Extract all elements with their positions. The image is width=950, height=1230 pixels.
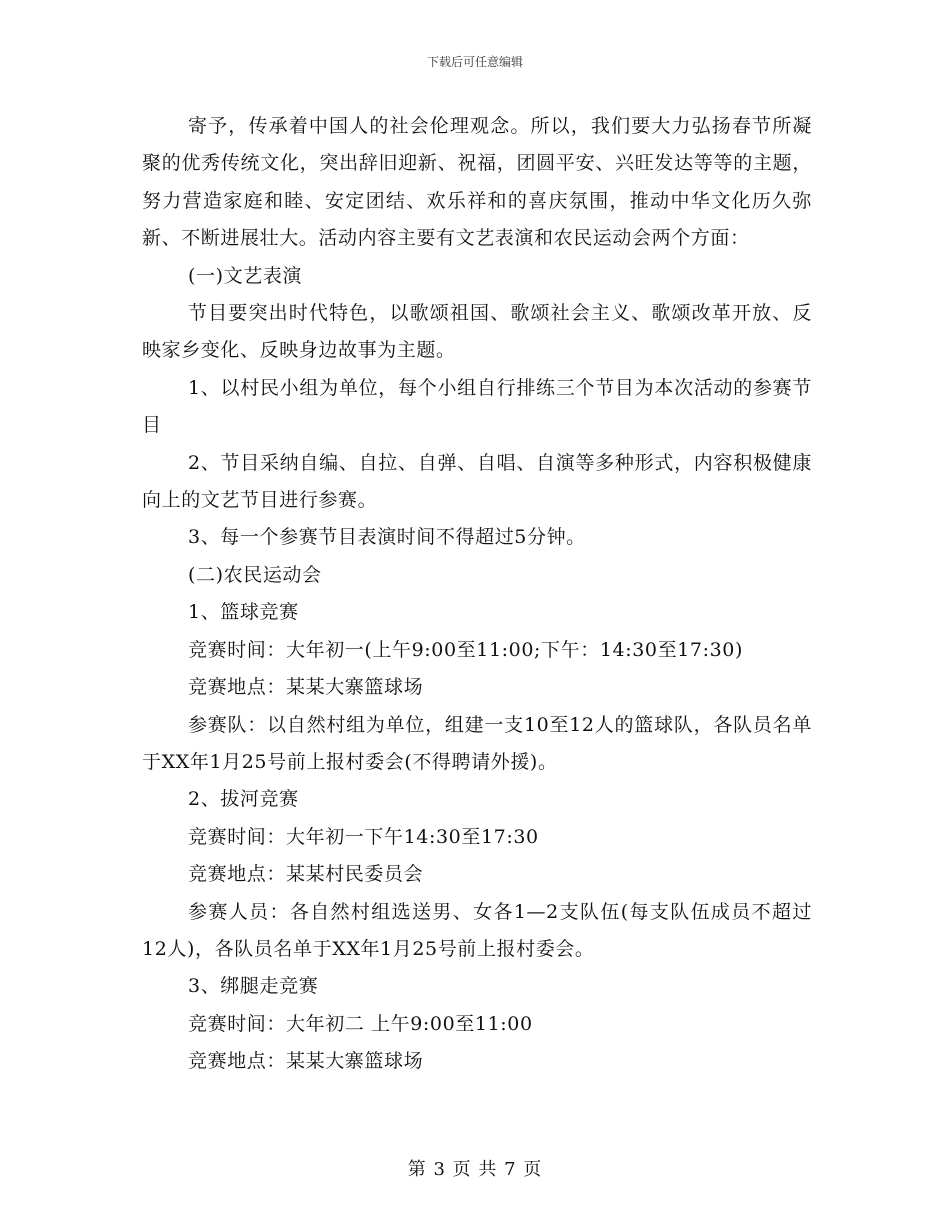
document-body bbox=[142, 108, 812, 1081]
subsection-heading-tug-of-war: 2、拔河竞赛 bbox=[188, 788, 299, 811]
three-legged-race-location: 竞赛地点：某某大寨篮球场 bbox=[188, 1050, 424, 1073]
paragraph-performance-theme: 节目要突出时代特色，以歌颂祖国、歌颂社会主义、歌颂改革开放、反映家乡变化、反映身边故事为主题。 bbox=[142, 302, 812, 362]
tug-of-war-time: 竞赛时间：大年初一下午14:30至17:30 bbox=[188, 825, 539, 848]
section-heading-sports: (二)农民运动会 bbox=[188, 563, 322, 586]
basketball-location: 竞赛地点：某某大寨篮球场 bbox=[188, 676, 424, 699]
basketball-teams: 参赛队：以自然村组为单位，组建一支10至12人的篮球队，各队员名单于XX年1月25号前上报村委会(不得聘请外援)。 bbox=[142, 713, 812, 773]
tug-of-war-location: 竞赛地点：某某村民委员会 bbox=[188, 863, 424, 886]
tug-of-war-participants: 参赛人员：各自然村组选送男、女各1—2支队伍(每支队伍成员不超过12人)，各队员名单于XX年1月25号前上报村委会。 bbox=[142, 900, 812, 960]
page-footer: 第 3 页 共 7 页 bbox=[407, 1159, 543, 1180]
subsection-heading-three-legged-race: 3、绑腿走竞赛 bbox=[188, 975, 319, 998]
paragraph-intro: 寄予，传承着中国人的社会伦理观念。所以，我们要大力弘扬春节所凝聚的优秀传统文化，突出辞旧迎新、祝福，团圆平安、兴旺发达等等的主题，努力营造家庭和睦、安定团结、欢乐祥和的喜庆氛围，推动中华文化历久弥新、不断进展壮大。活动内容主要有文艺表演和农民运动会两个方面： bbox=[142, 115, 812, 250]
list-item-performance-1: 1、以村民小组为单位，每个小组自行排练三个节目为本次活动的参赛节目 bbox=[142, 376, 812, 437]
subsection-heading-basketball: 1、篮球竞赛 bbox=[188, 601, 299, 624]
list-item-performance-2: 2、节目采纳自编、自拉、自弹、自唱、自演等多种形式，内容积极健康向上的文艺节目进行参赛。 bbox=[142, 451, 812, 512]
three-legged-race-time: 竞赛时间：大年初二 上午9:00至11:00 bbox=[188, 1012, 533, 1035]
basketball-time: 竞赛时间：大年初一(上午9:00至11:00;下午：14:30至17:30) bbox=[188, 638, 743, 661]
list-item-performance-3: 3、每一个参赛节目表演时间不得超过5分钟。 bbox=[188, 526, 586, 549]
section-heading-performance: (一)文艺表演 bbox=[188, 264, 303, 287]
page-header: 下载后可任意编辑 bbox=[426, 55, 523, 69]
